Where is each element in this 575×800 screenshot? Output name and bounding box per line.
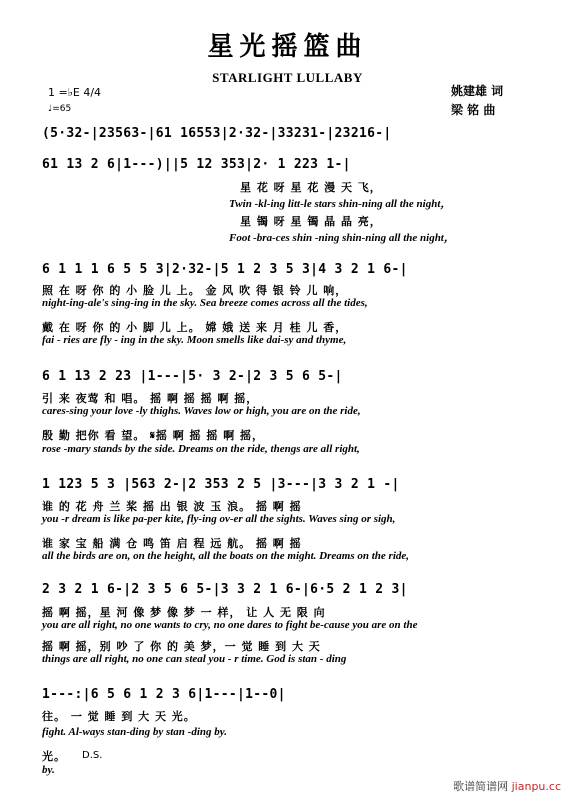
lyric-line: 星 镯 呀 星 镯 晶 晶 亮， <box>240 215 382 228</box>
composer-credit: 梁 铭 曲 <box>451 103 496 117</box>
site-name: 歌谱简谱网 <box>453 780 509 793</box>
lyric-line: Twin -kl-ing litt-le stars shin-ning all the night， <box>229 198 452 210</box>
lyric-line: 殷 勤 把你 看 望。 𝄋摇 啊 摇 摇 啊 摇， <box>42 429 265 442</box>
lyric-line: fight. Al-ways stan-ding by stan -ding by. <box>42 726 227 738</box>
site-watermark <box>453 778 561 794</box>
lyric-line: you -r dream is like pa-per kite, fly-ing ov-er all the sights. Waves sing or sigh, <box>42 513 396 525</box>
notation-line-5: 1 123 5 3 |563 2-|2 353 2 5 |3---|3 3 2 1 -| <box>42 477 400 492</box>
notation-line-2: 61 13 2 6|1---)||5 12 353|2· 1 223 1-| <box>42 157 351 172</box>
page-subtitle: STARLIGHT LULLABY <box>212 70 363 85</box>
lyric-line: 引 来 夜莺 和 唱。 摇 啊 摇 摇 啊 摇， <box>42 392 259 405</box>
lyric-line: 星 花 呀 星 花 漫 天 飞， <box>240 181 382 194</box>
ds-marker: D.S. <box>82 750 103 761</box>
lyric-line: you are all right, no one wants to cry, no one dares to fight be-cause you are on the <box>42 619 418 631</box>
lyric-line: 戴 在 呀 你 的 小 脚 儿 上。 嫦 娥 送 来 月 桂 儿 香， <box>42 321 348 334</box>
lyric-line: 谁 的 花 舟 兰 桨 摇 出 银 波 玉 浪。 摇 啊 摇 <box>42 500 302 513</box>
lyric-line: Foot -bra-ces shin -ning shin-ning all the night， <box>229 232 455 244</box>
lyric-line: night-ing-ale's sing-ing in the sky. Sea breeze comes across all the tides, <box>42 297 368 309</box>
lyricist-credit: 姚建雄 词 <box>451 84 504 98</box>
lyric-line: 光。 <box>42 750 66 763</box>
site-url: jianpu.cc <box>511 780 561 793</box>
notation-line-3: 6 1 1 1 6 5 5 3|2·32-|5 1 2 3 5 3|4 3 2 1 6-| <box>42 262 408 277</box>
lyric-line: 照 在 呀 你 的 小 脸 儿 上。 金 风 吹 得 银 铃 儿 响， <box>42 284 348 297</box>
lyric-line: fai - ries are fly - ing in the sky. Moon smells like dai-sy and thyme, <box>42 334 347 346</box>
lyric-line: things are all right, no one can steal you - r time. God is stan - ding <box>42 653 347 665</box>
notation-line-4: 6 1 13 2 23 |1---|5· 3 2-|2 3 5 6 5-| <box>42 369 343 384</box>
lyric-line: by. <box>42 764 55 776</box>
tempo-mark: ♩=65 <box>48 104 72 114</box>
notation-line-6: 2 3 2 1 6-|2 3 5 6 5-|3 3 2 1 6-|6·5 2 1 2 3| <box>42 582 408 597</box>
lyric-line: cares-sing your love -ly thighs. Waves low or high, you are on the ride, <box>42 405 361 417</box>
notation-line-1: (5·32-|23563-|61 16553|2·32-|33231-|23216-| <box>42 126 392 141</box>
lyric-line: 往。 一 觉 睡 到 大 天 光。 <box>42 710 196 723</box>
lyric-line: 摇 啊 摇，别 吵 了 你 的 美 梦，一 觉 睡 到 大 天 <box>42 640 321 653</box>
lyric-line: rose -mary stands by the side. Dreams on the ride, thengs are all right, <box>42 443 360 455</box>
page-title: 星光摇篮曲 <box>207 32 368 62</box>
key-signature: 1 =♭E 4/4 <box>48 86 102 99</box>
lyric-line: 谁 家 宝 船 满 仓 鸣 笛 启 程 远 航。 摇 啊 摇 <box>42 537 302 550</box>
lyric-line: 摇 啊 摇，星 河 像 梦 像 梦 一 样， 让 人 无 限 向 <box>42 606 326 619</box>
lyric-line: all the birds are on, on the height, all the boats on the might. Dreams on the ride, <box>42 550 410 562</box>
notation-line-7: 1---:|6 5 6 1 2 3 6|1---|1--0| <box>42 687 286 702</box>
